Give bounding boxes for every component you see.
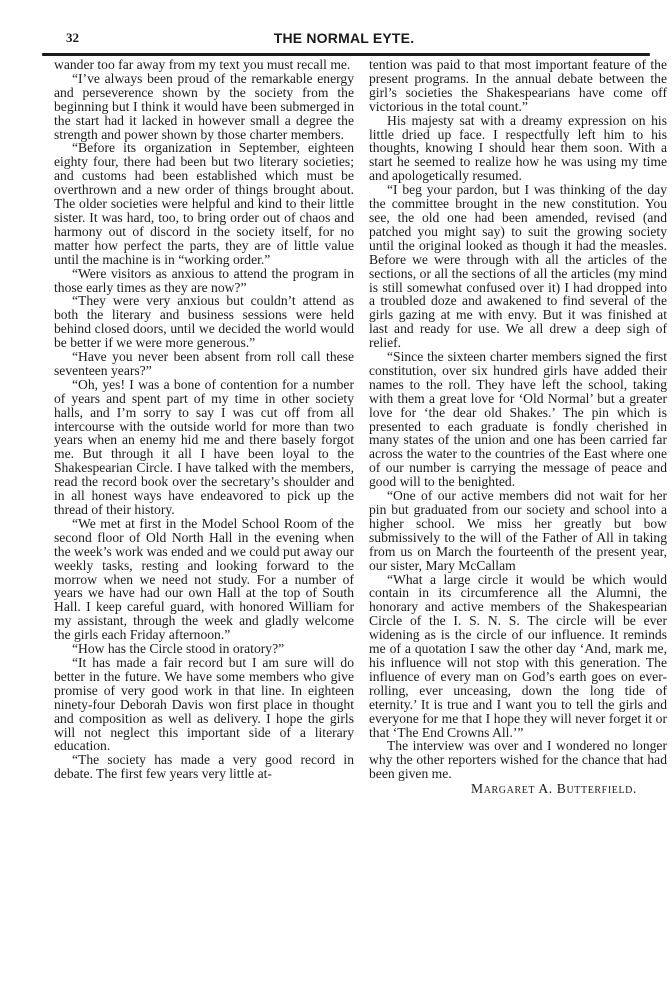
paragraph: “It has made a fair record but I am sure will do better in the future. We have some members who give promise of very good work in that line. In eighteen ninety-four Deborah Davis won first place in thought and composition as well as delivery. I hope the girls will not neglect this important side of a literary education. (54, 654, 354, 754)
paragraph: “We met at first in the Model School Room of the second floor of Old North Hall in the evening when the week’s work was ended and we could put away our weekly tasks, resting and looking forward to the morrow when we need not study. For a number of years we have had our own Hall at the top of South Hall. I keep careful guard, with honored William for my assistant, through the week and gladly welcome the girls each Friday afternoon.” (54, 515, 354, 643)
left-column (54, 58, 354, 781)
paragraph: “What a large circle it would be which would contain in its circumference all the Alumni, the honorary and active members of the Shakespearian Circle of the I. S. N. S. The circle will be ever widening as is the circle of our influence. It reminds me of a quotation I saw the other day ‘And, mark me, his influence will not stop with this generation. The influence of every man on God’s earth goes on ever-rolling, ever unceasing, down the long tide of eternity.’ It is true and I want you to tell the girls and everyone for me that I hope they will never forget it or that ‘The End Crowns All.’” (369, 571, 667, 740)
paragraph: “I beg your pardon, but I was thinking of the day the committee brought in the new constitution. You see, the old one had been amended, revised (and patched you might say) to suit the growing society until the original looked as though it had the measles. Before we were through with all the articles of the sections, or all the sections of all the articles (my mind is still somewhat confused over it) I had dropped into a troubled doze and awakened to find several of the girls gazing at me with envy. But it was finished at last and ready for use. We all drew a deep sigh of relief. (369, 182, 667, 351)
paragraph: “Before its organization in September, eighteen eighty four, there had been but two literary societies; and customs had been established which must be overthrown and a new order of things brought about. The older societies were helpful and kind to their little sister. It was hard, too, to bring order out of chaos and harmony out of discord in the society itself, for no matter how perfect the parts, they are of little value until the machine is in “working order.” (54, 140, 354, 267)
paragraph: “I’ve always been proud of the remarkable energy and perseverence shown by the society from the beginning but I think it would have been submerged in the start had it lacked in however small a degree the strength and power shown by those charter members. (54, 70, 354, 142)
paragraph: “They were very anxious but couldn’t attend as both the literary and business sessions were held behind closed doors, until we decided the world would be better if we were more generous.” (54, 293, 354, 351)
paragraph: “Since the sixteen charter members signed the first constitution, over six hundred girls have added their names to the roll. They have left the school, taking with them a great love for ‘Old Normal’ but a greater love for ‘the dear old Shakes.’ The pin which is presented to each graduate is fondly cherished in many states of the union and one has been carried far across the water to the countries of the East where one of our number is carrying the message of peace and good will to the benighted. (369, 349, 667, 490)
paragraph: His majesty sat with a dreamy expression on his little dried up face. I respectfully left him to his thoughts, knowing I should hear them soon. With a start he seemed to realize how he was using my time and apologetically resumed. (369, 112, 667, 184)
paragraph: The interview was over and I wondered no longer why the other reporters wished for the chance that had been given me. (369, 738, 667, 782)
paragraph: “Have you never been absent from roll call these seventeen years?” (54, 349, 354, 378)
paragraph: “Oh, yes! I was a bone of contention for a number of years and spent part of my time in other society halls, and I’m sorry to say I was cut off from all intercourse with the outside world for more than two years when an enemy hid me and there basely forgot me. But through it all I have been loyal to the Shakespearian Circle. I have talked with the members, read the record book over the secretary’s shoulder and in all honest ways have endeavored to pick up the thread of their history. (54, 376, 354, 517)
page-number: 32 (66, 30, 79, 45)
paragraph: “One of our active members did not wait for her pin but graduated from our society and school into a higher school. We miss her greatly but bow submissively to the will of the Father of All in taking from us on March the fourteenth of the present year, our sister, Mary McCallam (369, 488, 667, 573)
paragraph: tention was paid to that most important feature of the present programs. In the annual debate between the girl’s societies the Shakespearians have come off victorious in the total count.” (369, 57, 667, 114)
header-rule (42, 53, 650, 56)
page-header (40, 28, 648, 48)
running-head: THE NORMAL EYTE. (273, 30, 415, 46)
paragraph: “Were visitors as anxious to attend the program in those early times as they are now?” (54, 265, 354, 295)
paragraph: wander too far away from my text you must recall me. (54, 57, 351, 72)
paragraph: “The society has made a very good record in debate. The first few years very little at- (54, 752, 354, 782)
author-signature: Margaret A. Butterfield. (471, 781, 637, 797)
paragraph: “How has the Circle stood in oratory?” (72, 641, 285, 657)
right-column (369, 58, 667, 796)
